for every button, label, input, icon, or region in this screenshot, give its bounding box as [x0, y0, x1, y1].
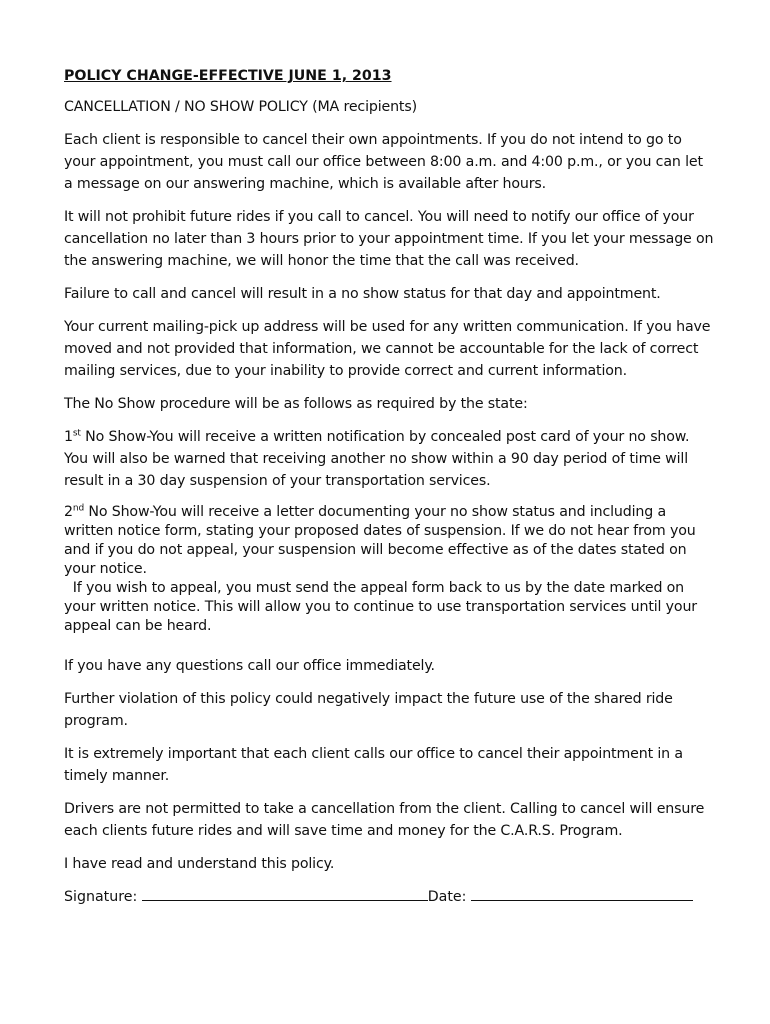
date-field[interactable]: [471, 886, 693, 901]
paragraph-questions: If you have any questions call our office immediately.: [64, 658, 435, 674]
paragraph-drivers: Drivers are not permitted to take a cancellation from the client. Calling to cancel will ensure each clients future rides and will save time and money for the C.A.R.S. Program.: [64, 801, 705, 839]
paragraph-cancel-responsibility: Each client is responsible to cancel their own appointments. If you do not intend to go to your appointment, you must call our office between 8:00 a.m. and 4:00 p.m., or you can let a message on our answering machine, which is available after hours.: [64, 132, 703, 192]
paragraph-mailing-address: Your current mailing-pick up address will be used for any written communication. If you have moved and not provided that information, we cannot be accountable for the lack of correct mailing services, due to your inability to provide correct and current information.: [64, 319, 711, 379]
date-label: Date:: [427, 889, 471, 905]
appeal-text: If you wish to appeal, you must send the appeal form back to us by the date marked on your written notice. This will allow you to continue to use transportation services until your appeal can be heard.: [64, 580, 697, 634]
paragraph-important: It is extremely important that each client calls our office to cancel their appointment in a timely manner.: [64, 746, 683, 784]
second-no-show-text: No Show-You will receive a letter documenting your no show status and including a written notice form, stating your proposed dates of suspension. If we do not hear from you and if you do not appeal, your suspension will become effective as of the dates stated on your notice.: [64, 504, 696, 577]
paragraph-further-violation: Further violation of this policy could negatively impact the future use of the shared ride program.: [64, 691, 673, 729]
signature-label: Signature:: [64, 889, 142, 905]
second-no-show-paragraph: [64, 503, 714, 636]
signature-field[interactable]: [142, 886, 428, 901]
first-no-show-text: No Show-You will receive a written notification by concealed post card of your no show. You will also be warned that receiving another no show within a 90 day period of time will result in a 30 day suspension of your transportation services.: [64, 429, 690, 489]
first-no-show-number: 1: [64, 429, 73, 445]
policy-subtitle: CANCELLATION / NO SHOW POLICY (MA recipients): [64, 99, 417, 115]
second-no-show-number: 2: [64, 504, 73, 520]
paragraph-procedure-intro: The No Show procedure will be as follows as required by the state:: [64, 396, 528, 412]
signature-line: [64, 886, 714, 908]
first-no-show-suffix: st: [72, 428, 81, 439]
paragraph-acknowledgement: I have read and understand this policy.: [64, 856, 335, 872]
document-title: POLICY CHANGE-EFFECTIVE JUNE 1, 2013: [64, 68, 392, 84]
paragraph-future-rides: It will not prohibit future rides if you call to cancel. You will need to notify our office of your cancellation no later than 3 hours prior to your appointment time. If you let your message on the answering machine, we will honor the time that the call was received.: [64, 209, 714, 269]
paragraph-failure-to-cancel: Failure to call and cancel will result in a no show status for that day and appointment.: [64, 286, 661, 302]
first-no-show-paragraph: [64, 426, 714, 492]
second-no-show-suffix: nd: [72, 503, 85, 514]
